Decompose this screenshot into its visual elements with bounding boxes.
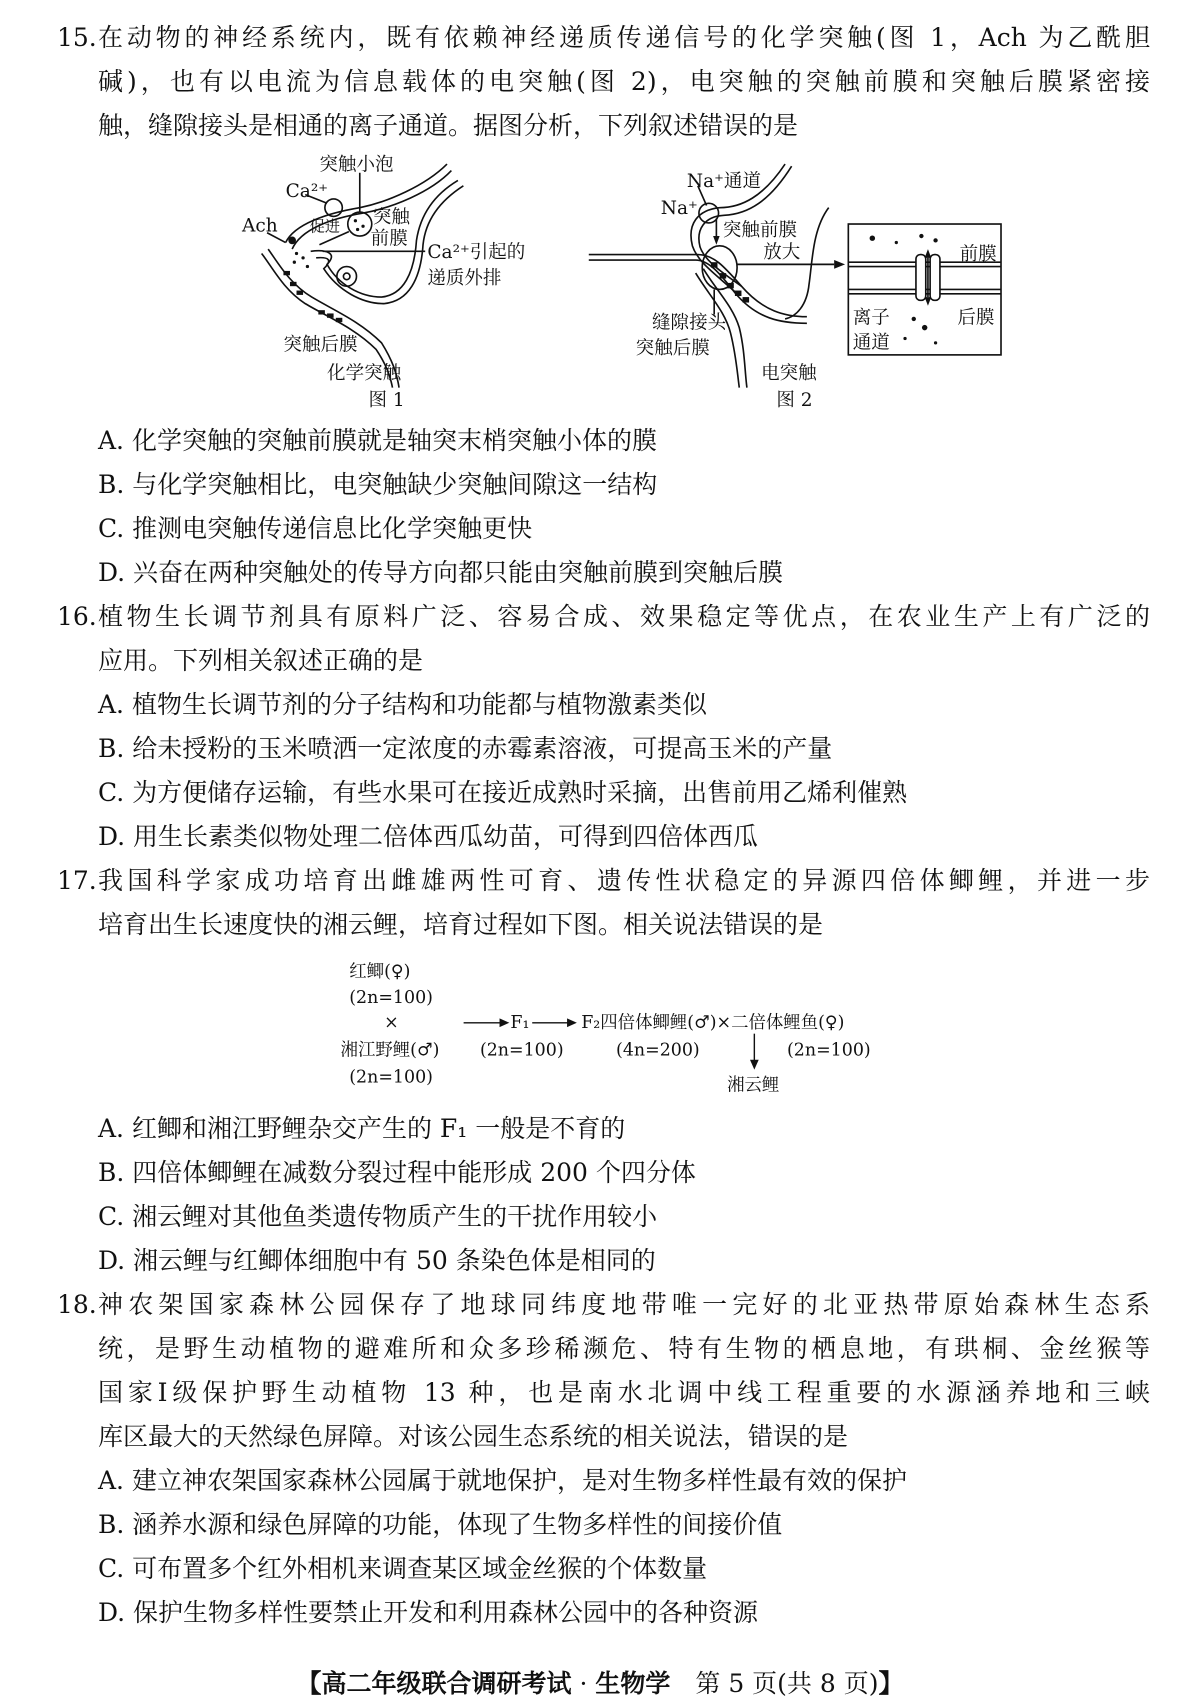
option-c: C. 可布置多个红外相机来调查某区域金丝猴的个体数量 [98, 1554, 708, 1583]
label-chemical-synapse: 化学突触 [327, 362, 402, 384]
label-ach: Ach [241, 215, 278, 237]
figure-2-caption: 图 2 [776, 390, 813, 412]
option-a: A. 建立神农架国家森林公园属于就地保护，是对生物多样性最有效的保护 [98, 1466, 907, 1495]
question-text: 碱)，也有以电流为信息载体的电突触(图 2)，电突触的突触前膜和突触后膜紧密接 [98, 67, 1150, 96]
label-release-2: 递质外排 [427, 268, 502, 289]
option-b: B. 给未授粉的玉米喷洒一定浓度的赤霉素溶液，可提高玉米的产量 [98, 734, 833, 763]
question-16 [0, 595, 1200, 859]
label-zoom: 放大 [763, 241, 801, 263]
label-vesicle: 突触小泡 [319, 154, 394, 176]
figure-1-caption: 图 1 [368, 390, 405, 412]
option-a: A. 化学突触的突触前膜就是轴突末梢突触小体的膜 [98, 426, 657, 455]
label-presynaptic-2: 前膜 [370, 228, 408, 250]
option-c: C. 推测电突触传递信息比化学突触更快 [98, 514, 533, 543]
label-box-pre: 前膜 [959, 244, 997, 266]
question-number: 17. [57, 866, 97, 895]
question-text: 统，是野生动植物的避难所和众多珍稀濒危、特有生物的栖息地，有珙桐、金丝猴等 [98, 1334, 1150, 1363]
question-text: 触，缝隙接头是相通的离子通道。据图分析，下列叙述错误的是 [98, 111, 799, 140]
parent-male: 湘江野鲤(♂) [340, 1040, 440, 1061]
label-release-1: Ca²⁺引起的 [427, 241, 526, 263]
question-text: 国家Ⅰ级保护野生动植物 13 种，也是南水北调中线工程重要的水源涵养地和三峡 [98, 1378, 1150, 1407]
label-na: Na⁺ [660, 198, 698, 220]
question-17 [0, 859, 1200, 1283]
parent-male-chromosomes: (2n=100) [349, 1067, 433, 1088]
label-ion: 离子 [852, 307, 890, 329]
question-18 [0, 1283, 1200, 1635]
label-promote: 促进 [309, 217, 341, 236]
question-number: 15. [57, 23, 97, 52]
question-text: 我国科学家成功培育出雌雄两性可育、遗传性状稳定的异源四倍体鲫鲤，并进一步 [98, 866, 1150, 895]
footer-subject: 生物学 [595, 1669, 671, 1698]
question-text: 库区最大的天然绿色屏障。对该公园生态系统的相关说法，错误的是 [98, 1422, 849, 1451]
label-gap-junction: 缝隙接头 [652, 312, 727, 334]
result-xiangyun-carp: 湘云鲤 [727, 1075, 780, 1096]
f1-chromosomes: (2n=100) [479, 1040, 564, 1061]
option-a: A. 红鲫和湘江野鲤杂交产生的 F₁ 一般是不育的 [98, 1114, 626, 1143]
question-text: 神农架国家森林公园保存了地球同纬度地带唯一完好的北亚热带原始森林生态系 [98, 1290, 1150, 1319]
f1-label: F₁ [510, 1013, 530, 1034]
breeding-figure [0, 947, 1200, 1107]
question-number: 18. [57, 1290, 97, 1319]
option-b: B. 涵养水源和绿色屏障的功能，体现了生物多样性的间接价值 [98, 1510, 783, 1539]
parent-female: 红鲫(♀) [349, 962, 411, 983]
label-channel: 通道 [852, 332, 890, 354]
footer-separator: · [571, 1669, 596, 1698]
label-presynaptic: 突触前膜 [722, 220, 797, 242]
label-postsynaptic: 突触后膜 [283, 334, 358, 356]
option-d: D. 用生长素类似物处理二倍体西瓜幼苗，可得到四倍体西瓜 [98, 822, 759, 851]
footer-page-number: 第 5 页(共 8 页) [670, 1669, 879, 1698]
question-text: 植物生长调节剂具有原料广泛、容易合成、效果稳定等优点，在农业生产上有广泛的 [98, 602, 1150, 631]
option-a: A. 植物生长调节剂的分子结构和功能都与植物激素类似 [98, 690, 707, 719]
question-number: 16. [57, 602, 97, 631]
label-postsynaptic: 突触后膜 [635, 337, 710, 359]
question-text: 应用。下列相关叙述正确的是 [98, 646, 424, 675]
option-b: B. 四倍体鲫鲤在减数分裂过程中能形成 200 个四分体 [98, 1158, 696, 1187]
option-c: C. 为方便储存运输，有些水果可在接近成熟时采摘，出售前用乙烯利催熟 [98, 778, 908, 807]
synapse-diagram [218, 153, 1025, 415]
label-na-channel: Na⁺通道 [686, 170, 761, 192]
option-c: C. 湘云鲤对其他鱼类遗传物质产生的干扰作用较小 [98, 1202, 658, 1231]
option-d: D. 湘云鲤与红鲫体细胞中有 50 条染色体是相同的 [98, 1246, 656, 1275]
question-15 [0, 16, 1200, 595]
option-b: B. 与化学突触相比，电突触缺少突触间隙这一结构 [98, 470, 658, 499]
option-d: D. 兴奋在两种突触处的传导方向都只能由突触前膜到突触后膜 [98, 558, 784, 587]
f2-chromosomes: (4n=200) [616, 1040, 700, 1061]
breeding-diagram [327, 952, 916, 1099]
exam-page [0, 16, 1200, 1635]
option-d: D. 保护生物多样性要禁止开发和利用森林公园中的各种资源 [98, 1598, 759, 1627]
footer-bracket-open: 【 [296, 1669, 322, 1698]
parent-female-chromosomes: (2n=100) [349, 988, 433, 1009]
synapse-figure [0, 148, 1200, 419]
carp-chromosomes: (2n=100) [787, 1040, 871, 1061]
question-text: 在动物的神经系统内，既有依赖神经递质传递信号的化学突触(图 1，Ach 为乙酰胆 [98, 23, 1150, 52]
footer-exam-name: 高二年级联合调研考试 [321, 1669, 572, 1698]
question-text: 培育出生长速度快的湘云鲤，培育过程如下图。相关说法错误的是 [98, 910, 824, 939]
label-presynaptic-1: 突触 [372, 206, 410, 228]
f2-cross: F₂四倍体鲫鲤(♂)×二倍体鲤鱼(♀) [581, 1013, 845, 1034]
label-box-post: 后膜 [957, 307, 995, 329]
page-footer [0, 1662, 1200, 1706]
label-electrical-synapse: 电突触 [761, 362, 817, 384]
footer-bracket-close: 】 [878, 1669, 904, 1698]
cross-symbol: × [384, 1013, 399, 1034]
label-calcium: Ca²⁺ [285, 180, 329, 202]
